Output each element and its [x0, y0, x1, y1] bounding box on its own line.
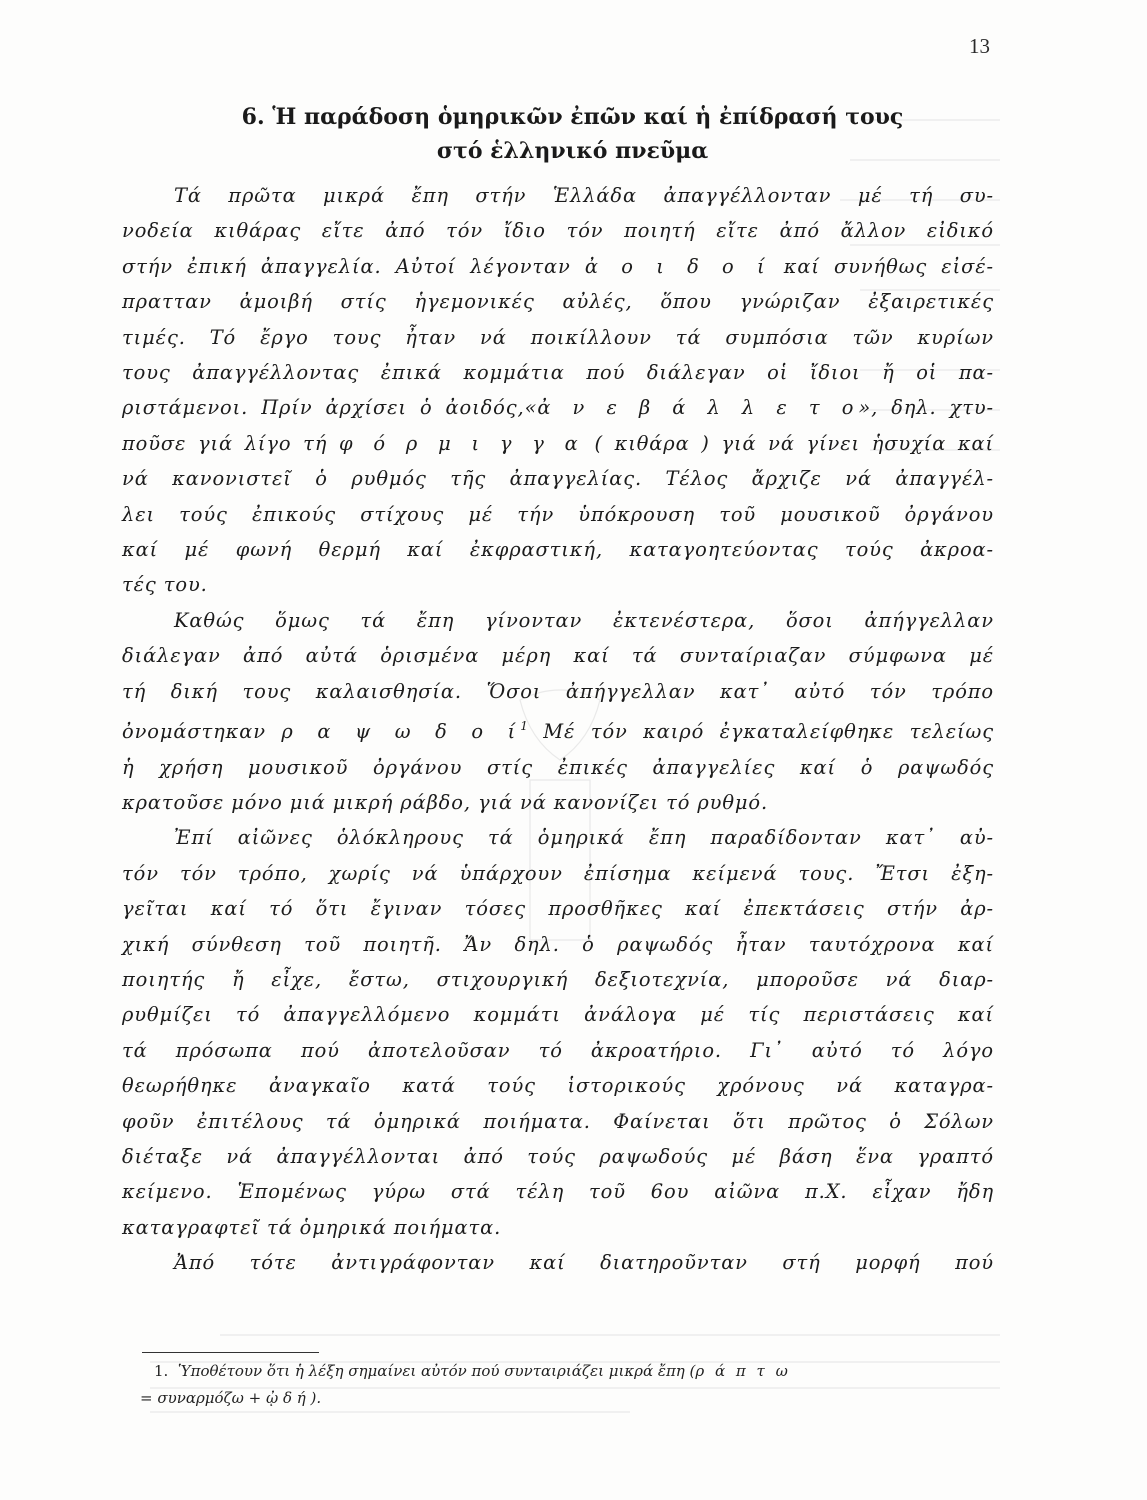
text-span: Μέ τόν καιρό ἐγκαταλείφθηκε τελείως — [527, 720, 994, 744]
spaced-term: ἀ ο ι δ ο ί — [584, 254, 770, 278]
heading-line-2: στό ἑλληνικό πνεῦμα — [436, 138, 709, 164]
text-line: νά κανονιστεῖ ὁ ρυθμός τῆς ἀπαγγελίας. Τέλος ἄρχιζε νά ἀπαγγέλ- — [122, 467, 994, 491]
spaced-term: ἀ ν ε β ά λ λ ε τ ο — [537, 396, 859, 420]
page-number: 13 — [969, 34, 990, 58]
footnote-number: 1. — [154, 1362, 169, 1380]
text-line: τιμές. Τό ἔργο τους ἦταν νά ποικίλλουν τά συμπόσια τῶν κυρίων — [122, 325, 994, 349]
text-line — [122, 709, 994, 749]
text-line: ρυθμίζει τό ἀπαγγελλόμενο κομμάτι ἀνάλογα μέ τίς περιστάσεις καί — [122, 1003, 994, 1027]
footnote-divider — [142, 1352, 319, 1353]
text-line — [122, 390, 994, 425]
text-span: ποῦσε γιά λίγο τή — [122, 431, 340, 455]
text-line: νοδεία κιθάρας εἴτε ἀπό τόν ἴδιο τόν ποιητή εἴτε ἀπό ἄλλον εἰδικό — [122, 219, 994, 243]
text-line: πρατταν ἀμοιβή στίς ἡγεμονικές αὐλές, ὅπου γνώριζαν ἐξαιρετικές — [122, 290, 994, 314]
footnote-marker: 1 — [520, 719, 528, 734]
text-line: κρατοῦσε μόνο μιά μικρή ράβδο, γιά νά κανονίζει τό ρυθμό. — [122, 790, 769, 814]
text-line: Ἀπό τότε ἀντιγράφονταν καί διατηροῦνταν στή μορφή πού — [174, 1251, 994, 1275]
text-line: διέταξε νά ἀπαγγέλλονται ἀπό τούς ραψωδούς μέ βάση ἕνα γραπτό — [122, 1144, 994, 1168]
text-line: τή δική τους καλαισθησία. Ὅσοι ἀπήγγελλαν κατ᾽ αὐτό τόν τρόπο — [122, 679, 994, 703]
text-line: λει τούς ἐπικούς στίχους μέ τήν ὑπόκρουση τοῦ μουσικοῦ ὀργάνου — [122, 502, 994, 526]
text-line: Καθώς ὅμως τά ἔπη γίνονταν ἐκτενέστερα, ὅσοι ἀπήγγελλαν — [174, 608, 994, 632]
text-line: τους ἀπαγγέλλοντας ἐπικά κομμάτια πού διάλεγαν οἱ ἴδιοι ἤ οἱ πα- — [122, 361, 994, 385]
heading-line-1: 6. Ἡ παράδοση ὁμηρικῶν ἐπῶν καί ἡ ἐπίδρασή τους — [241, 104, 904, 130]
text-line: τά πρόσωπα πού ἀποτελοῦσαν τό ἀκροατήριο. Γι᾽ αὐτό τό λόγο — [122, 1038, 994, 1062]
text-line: Ἐπί αἰῶνες ὁλόκληρους τά ὁμηρικά ἔπη παραδίδονταν κατ᾽ αὐ- — [174, 826, 994, 850]
footnote-line: = συναρμόζω + ᾠ δ ή ). — [140, 1389, 322, 1407]
spaced-term: ρ ά π τ ω — [695, 1362, 791, 1380]
text-line: καταγραφτεῖ τά ὁμηρικά ποιήματα. — [122, 1215, 502, 1239]
text-line: κείμενο. Ἑπομένως γύρω στά τέλη τοῦ 6ου αἰῶνα π.Χ. εἶχαν ἤδη — [122, 1180, 994, 1204]
text-span: στήν ἐπική ἀπαγγελία. Αὐτοί λέγονταν — [122, 254, 585, 278]
text-line: ποιητής ἤ εἶχε, ἔστω, στιχουργική δεξιοτεχνία, μποροῦσε νά διαρ- — [122, 967, 994, 991]
body-text — [122, 178, 994, 1281]
text-line: Τά πρῶτα μικρά ἔπη στήν Ἑλλάδα ἀπαγγέλλονταν μέ τή συ- — [174, 184, 994, 207]
text-line: τές του. — [122, 573, 208, 597]
text-line: διάλεγαν ἀπό αὐτά ὁρισμένα μέρη καί τά συνταίριαζαν σύμφωνα μέ — [122, 644, 994, 668]
text-line: θεωρήθηκε ἀναγκαῖο κατά τούς ἱστορικούς χρόνους νά καταγρα- — [122, 1074, 994, 1098]
text-line: φοῦν ἐπιτέλους τά ὁμηρικά ποιήματα. Φαίνεται ὅτι πρῶτος ὁ Σόλων — [122, 1109, 994, 1133]
text-line — [122, 426, 994, 461]
footnote-line — [140, 1358, 1000, 1385]
text-line: τόν τόν τρόπο, χωρίς νά ὑπάρχουν ἐπίσημα κείμενά τους. Ἔτσι ἐξη- — [122, 861, 994, 885]
text-line: ἡ χρήση μουσικοῦ ὀργάνου στίς ἐπικές ἀπαγγελίες καί ὁ ραψωδός — [122, 755, 994, 779]
spaced-term: φ ό ρ μ ι γ γ α — [339, 431, 583, 455]
text-span: καί συνήθως εἰσέ- — [769, 254, 994, 278]
text-line: καί μέ φωνή θερμή καί ἐκφραστική, καταγοητεύοντας τούς ἀκροα- — [122, 538, 994, 562]
text-span: ( κιθάρα ) γιά νά γίνει ἡσυχία καί — [582, 431, 994, 455]
footnote-text: Ὑποθέτουν ὅτι ἡ λέξη σημαίνει αὐτόν πού συνταιριάζει μικρά ἔπη ( — [177, 1362, 696, 1380]
footnote — [140, 1358, 1000, 1412]
text-span: », δηλ. χτυ- — [858, 396, 994, 420]
spaced-term: ρ α ψ ω δ ο ί — [281, 720, 521, 744]
text-span: ριστάμενοι. Πρίν ἀρχίσει ὁ ἀοιδός,« — [122, 396, 538, 420]
text-span: ὀνομάστηκαν — [122, 720, 282, 744]
text-line: χική σύνθεση τοῦ ποιητῆ. Ἄν δηλ. ὁ ραψωδός ἦταν ταυτόχρονα καί — [122, 932, 994, 956]
text-line — [122, 249, 994, 284]
text-line: γεῖται καί τό ὅτι ἔγιναν τόσες προσθῆκες καί ἐπεκτάσεις στήν ἀρ- — [122, 897, 994, 921]
section-heading — [120, 100, 1025, 168]
